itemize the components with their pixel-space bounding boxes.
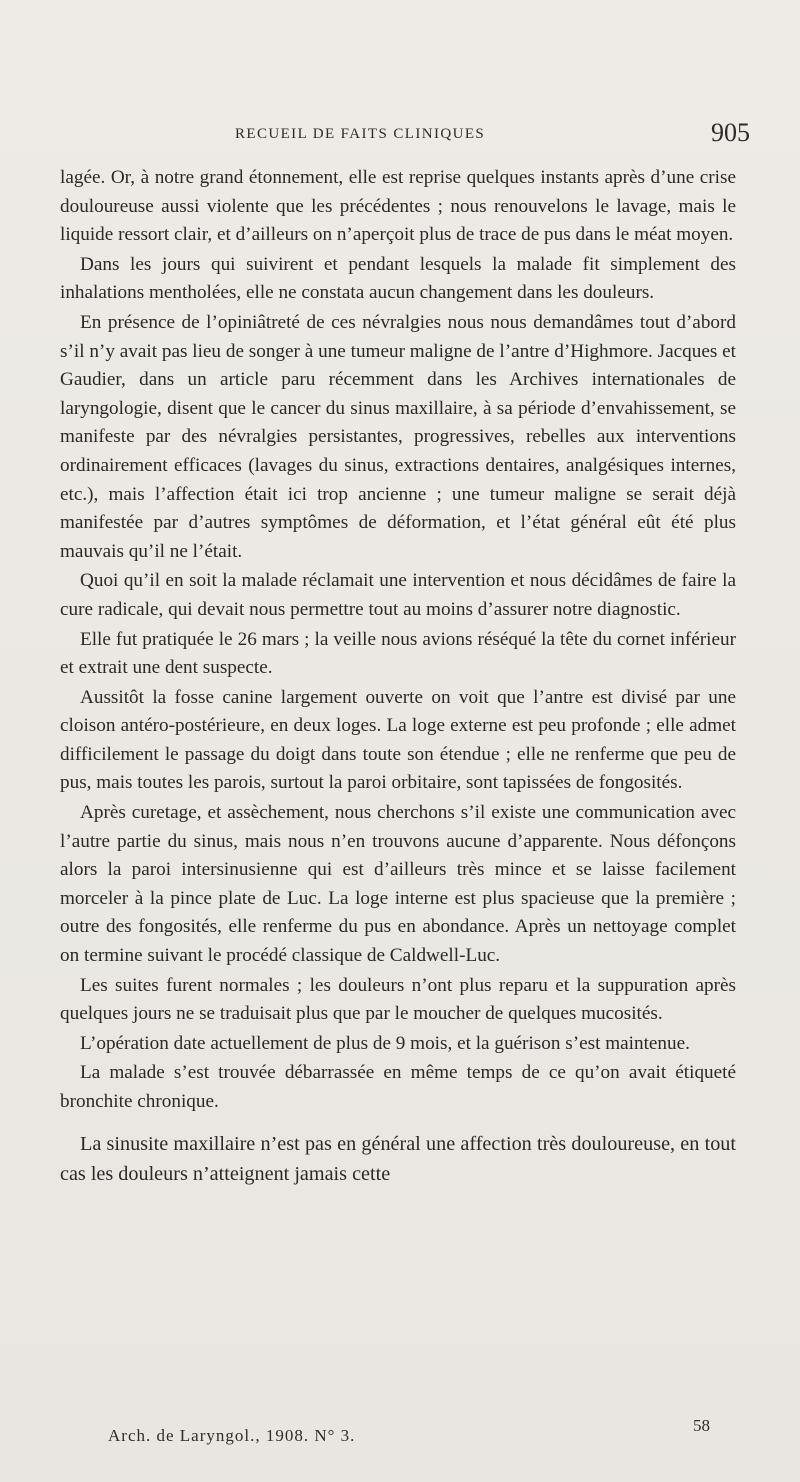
paragraph: En présence de l’opiniâtreté de ces névralgies nous nous demandâmes tout d’abord s’il n’y avait pas lieu de songer à une tumeur maligne de l’antre d’Highmore. Jacques et Gaudier, dans un article paru récemment dans les Archives internationales de laryngologie, disent que le cancer du sinus maxillaire, à sa période d’envahissement, se manifeste par des névralgies persistantes, progressives, rebelles aux interventions ordinairement efficaces (lavages du sinus, extractions dentaires, analgésiques internes, etc.), mais l’affection était ici trop ancienne ; une tumeur maligne se serait déjà manifestée par d’autres symptômes de déformation, et l’état général eût été plus mauvais qu’il ne l’était. bbox=[60, 311, 736, 562]
paragraph: L’opération date actuellement de plus de 9 mois, et la guérison s’est maintenue. bbox=[80, 1032, 690, 1054]
paragraph: Dans les jours qui suivirent et pendant lesquels la malade fit simplement des inhalations mentholées, elle ne constata aucun changement dans les douleurs. bbox=[60, 253, 736, 304]
paragraph: Quoi qu’il en soit la malade réclamait une intervention et nous décidâmes de faire la cure radicale, qui devait nous permettre tout au moins d’assurer notre diagnostic. bbox=[60, 570, 736, 620]
page-footer bbox=[60, 1416, 736, 1456]
running-title: RECUEIL DE FAITS CLINIQUES bbox=[235, 126, 486, 142]
paragraph: La malade s’est trouvée débarrassée en même temps de ce qu’on avait étiqueté bronchite chronique. bbox=[60, 1062, 736, 1112]
signature-mark: 58 bbox=[693, 1416, 710, 1435]
paragraph: Elle fut pratiquée le 26 mars ; la veille nous avions réséqué la tête du cornet inférieur et extrait une dent suspecte. bbox=[60, 628, 736, 679]
paragraph: La sinusite maxillaire n’est pas en général une affection très douloureuse, en tout cas les douleurs n’atteignent jamais cette bbox=[60, 1132, 736, 1186]
paragraph: Les suites furent normales ; les douleurs n’ont plus reparu et la suppuration après quelques jours ne se traduisait plus que par le moucher de quelques mucosités. bbox=[60, 974, 736, 1025]
paragraph: lagée. Or, à notre grand étonnement, elle est reprise quelques instants après d’une crise douloureuse aussi violente que les précédentes ; nous renouvelons le lavage, mais le liquide ressort clair, et d’ailleurs on n’aperçoit plus de trace de pus dans le méat moyen. bbox=[60, 167, 736, 246]
running-head bbox=[60, 118, 750, 152]
page-number: 905 bbox=[711, 118, 750, 147]
journal-citation: Arch. de Laryngol., 1908. N° 3. bbox=[108, 1426, 356, 1445]
paragraph: Aussitôt la fosse canine largement ouverte on voit que l’antre est divisé par une cloison antéro-postérieure, en deux loges. La loge externe est peu profonde ; elle admet difficilement le passage du doigt dans toute son étendue ; elle ne renferme que peu de pus, mais toutes les parois, surtout la paroi orbitaire, sont tapissées de fongosités. bbox=[60, 686, 736, 794]
body-text bbox=[60, 164, 736, 1191]
paragraph: Après curetage, et assèchement, nous cherchons s’il existe une communication avec l’autre partie du sinus, mais nous n’en trouvons aucune d’apparente. Nous défonçons alors la paroi intersinusienne qui est d’ailleurs très mince et se laisse facilement morceler à la pince plate de Luc. La loge interne est plus spacieuse que la première ; outre des fongosités, elle renferme du pus en abondance. Après un nettoyage complet on termine suivant le procédé classique de Caldwell-Luc. bbox=[60, 802, 736, 967]
